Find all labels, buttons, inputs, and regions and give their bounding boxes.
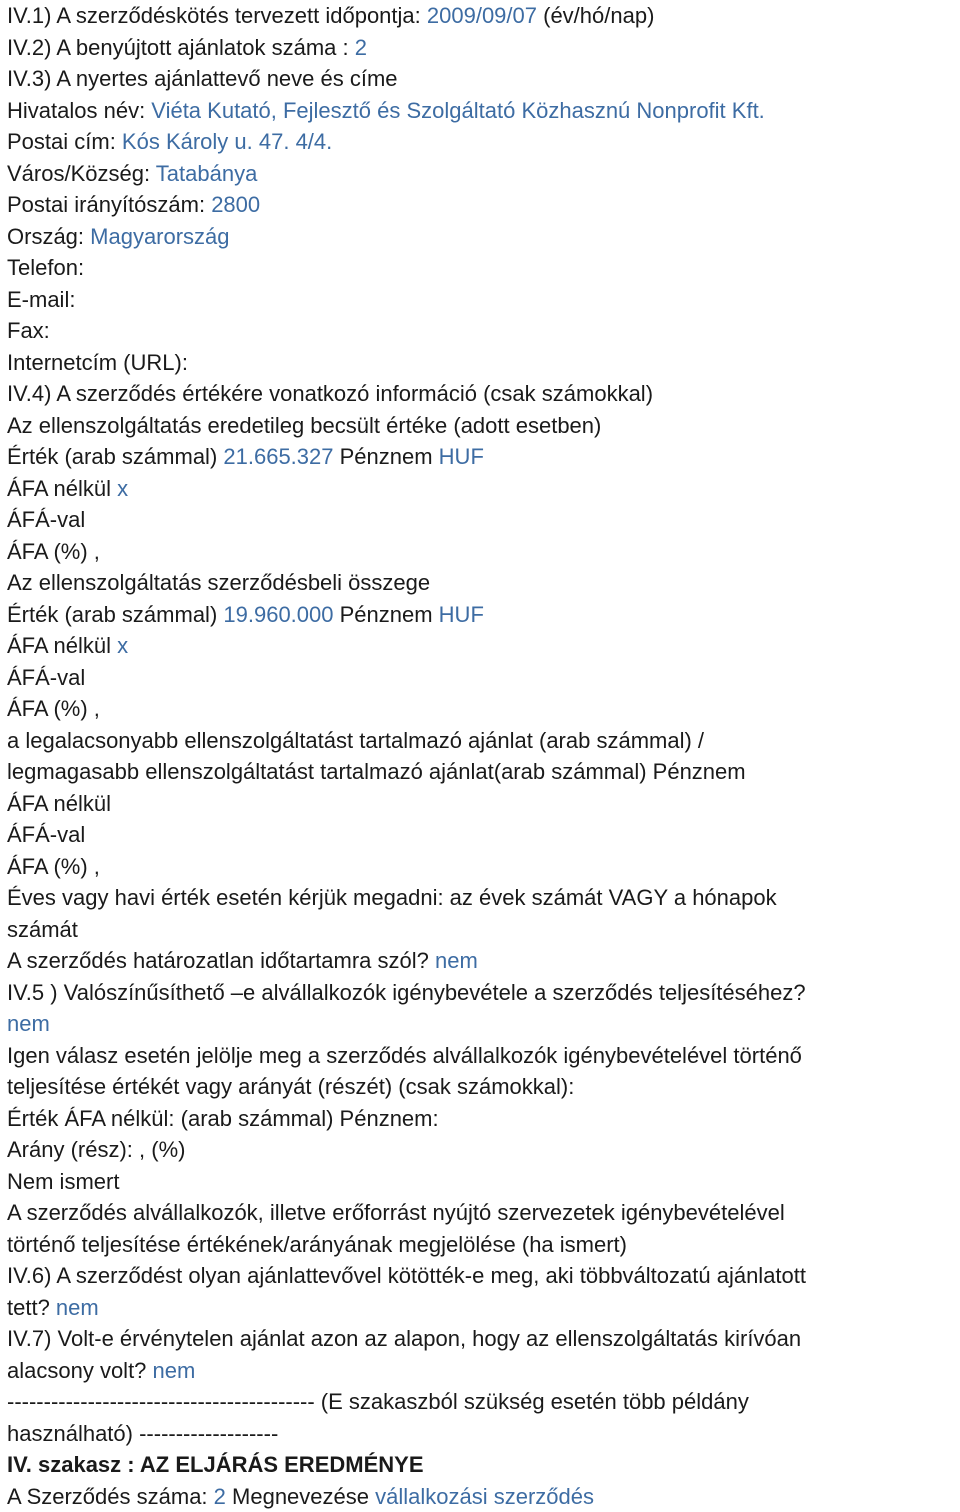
document-line (7, 221, 957, 253)
field-label: teljesítése értékét vagy arányát (részét) (csak számokkal): (7, 1074, 574, 1099)
document-line (7, 882, 957, 914)
field-value: HUF (439, 602, 484, 627)
field-label: IV.2) A benyújtott ajánlatok száma : (7, 35, 355, 60)
field-label: számát (7, 917, 78, 942)
section-heading: IV. szakasz : AZ ELJÁRÁS EREDMÉNYE (7, 1452, 424, 1477)
document-line (7, 1449, 957, 1481)
field-label: ÁFA (%) , (7, 696, 100, 721)
document-line (7, 819, 957, 851)
document-line (7, 1292, 957, 1324)
field-label: E-mail: (7, 287, 75, 312)
document-line (7, 95, 957, 127)
field-value: nem (435, 948, 478, 973)
field-label: ÁFA (%) , (7, 539, 100, 564)
field-value: nem (153, 1358, 196, 1383)
field-label: Az ellenszolgáltatás szerződésbeli összege (7, 570, 430, 595)
document-line (7, 1386, 957, 1418)
field-label: Postai irányítószám: (7, 192, 211, 217)
field-label: ÁFA nélkül (7, 633, 117, 658)
document-line (7, 914, 957, 946)
document-line (7, 158, 957, 190)
field-label: ÁFÁ-val (7, 665, 85, 690)
field-label: Ország: (7, 224, 90, 249)
field-label: ÁFÁ-val (7, 507, 85, 532)
field-value: 2 (355, 35, 367, 60)
field-value: Viéta Kutató, Fejlesztő és Szolgáltató Közhasznú Nonprofit Kft. (151, 98, 765, 123)
document-line (7, 284, 957, 316)
document-line (7, 693, 957, 725)
document-line (7, 347, 957, 379)
field-label: ÁFA nélkül (7, 476, 117, 501)
document-line (7, 1355, 957, 1387)
field-label: Éves vagy havi érték esetén kérjük megadni: az évek számát VAGY a hónapok (7, 885, 777, 910)
field-value: 21.665.327 (223, 444, 333, 469)
field-label: IV.7) Volt-e érvénytelen ajánlat azon az alapon, hogy az ellenszolgáltatás kirívóan (7, 1326, 801, 1351)
field-label: Nem ismert (7, 1169, 119, 1194)
field-label: (év/hó/nap) (537, 3, 654, 28)
field-value: x (117, 633, 128, 658)
document-line (7, 1008, 957, 1040)
field-label: Igen válasz esetén jelölje meg a szerződés alvállalkozók igénybevételével történő (7, 1043, 802, 1068)
document-line (7, 0, 957, 32)
field-value: 19.960.000 (223, 602, 333, 627)
document-line (7, 567, 957, 599)
document-line (7, 756, 957, 788)
field-label: tett? (7, 1295, 56, 1320)
document-line (7, 126, 957, 158)
field-label: Érték ÁFA nélkül: (arab számmal) Pénznem: (7, 1106, 439, 1131)
field-label: A Szerződés száma: (7, 1484, 214, 1509)
field-label: Internetcím (URL): (7, 350, 188, 375)
field-label: Érték (arab számmal) (7, 444, 223, 469)
field-label: Telefon: (7, 255, 84, 280)
field-label: Pénznem (334, 602, 439, 627)
document-line (7, 1103, 957, 1135)
field-label: IV.6) A szerződést olyan ajánlattevővel kötötték-e meg, aki többváltozatú ajánlatott (7, 1263, 806, 1288)
field-label: IV.5 ) Valószínűsíthető –e alvállalkozók igénybevétele a szerződés teljesítéséhez? (7, 980, 806, 1005)
field-label: Érték (arab számmal) (7, 602, 223, 627)
document-line (7, 378, 957, 410)
document-line (7, 32, 957, 64)
field-label: ÁFA nélkül (7, 791, 111, 816)
document-line (7, 1197, 957, 1229)
field-label: Fax: (7, 318, 50, 343)
field-label: Hivatalos név: (7, 98, 151, 123)
field-value: HUF (439, 444, 484, 469)
document-body (7, 0, 957, 1512)
field-label: Megnevezése (226, 1484, 375, 1509)
field-label: ÁFA (%) , (7, 854, 100, 879)
document-line (7, 1134, 957, 1166)
field-label: Az ellenszolgáltatás eredetileg becsült értéke (adott esetben) (7, 413, 601, 438)
document-line (7, 725, 957, 757)
field-value: Tatabánya (156, 161, 258, 186)
document-line (7, 1260, 957, 1292)
field-value: Magyarország (90, 224, 229, 249)
field-label: Pénznem (334, 444, 439, 469)
field-value: vállalkozási szerződés (375, 1484, 594, 1509)
field-label: IV.4) A szerződés értékére vonatkozó információ (csak számokkal) (7, 381, 653, 406)
document-line (7, 945, 957, 977)
document-line (7, 1418, 957, 1450)
field-label: ÁFÁ-val (7, 822, 85, 847)
document-line (7, 1481, 957, 1512)
document-line (7, 473, 957, 505)
document-line (7, 410, 957, 442)
document-line (7, 599, 957, 631)
document-line (7, 977, 957, 1009)
field-label: Postai cím: (7, 129, 122, 154)
document-line (7, 1323, 957, 1355)
field-label: A szerződés alvállalkozók, illetve erőforrást nyújtó szervezetek igénybevételével (7, 1200, 785, 1225)
field-label: A szerződés határozatlan időtartamra szól? (7, 948, 435, 973)
field-label: alacsony volt? (7, 1358, 153, 1383)
document-line (7, 441, 957, 473)
field-label: Város/Község: (7, 161, 156, 186)
field-label: IV.1) A szerződéskötés tervezett időpontja: (7, 3, 427, 28)
field-value: 2 (214, 1484, 226, 1509)
field-value: nem (56, 1295, 99, 1320)
document-line (7, 1040, 957, 1072)
document-line (7, 63, 957, 95)
field-label: használható) ------------------- (7, 1421, 278, 1446)
document-line (7, 630, 957, 662)
field-value: 2800 (211, 192, 260, 217)
document-line (7, 1229, 957, 1261)
field-label: történő teljesítése értékének/arányának megjelölése (ha ismert) (7, 1232, 627, 1257)
field-label: ------------------------------------------ (E szakaszból szükség esetén több példány (7, 1389, 749, 1414)
document-line (7, 788, 957, 820)
field-value: x (117, 476, 128, 501)
document-line (7, 252, 957, 284)
document-line (7, 315, 957, 347)
document-line (7, 189, 957, 221)
field-value: Kós Károly u. 47. 4/4. (122, 129, 332, 154)
document-line (7, 1071, 957, 1103)
document-line (7, 851, 957, 883)
document-line (7, 1166, 957, 1198)
document-line (7, 536, 957, 568)
document-line (7, 504, 957, 536)
field-value: nem (7, 1011, 50, 1036)
field-label: Arány (rész): , (%) (7, 1137, 185, 1162)
field-label: IV.3) A nyertes ajánlattevő neve és címe (7, 66, 398, 91)
field-label: a legalacsonyabb ellenszolgáltatást tartalmazó ajánlat (arab számmal) / (7, 728, 704, 753)
field-value: 2009/09/07 (427, 3, 537, 28)
document-line (7, 662, 957, 694)
field-label: legmagasabb ellenszolgáltatást tartalmazó ajánlat(arab számmal) Pénznem (7, 759, 746, 784)
